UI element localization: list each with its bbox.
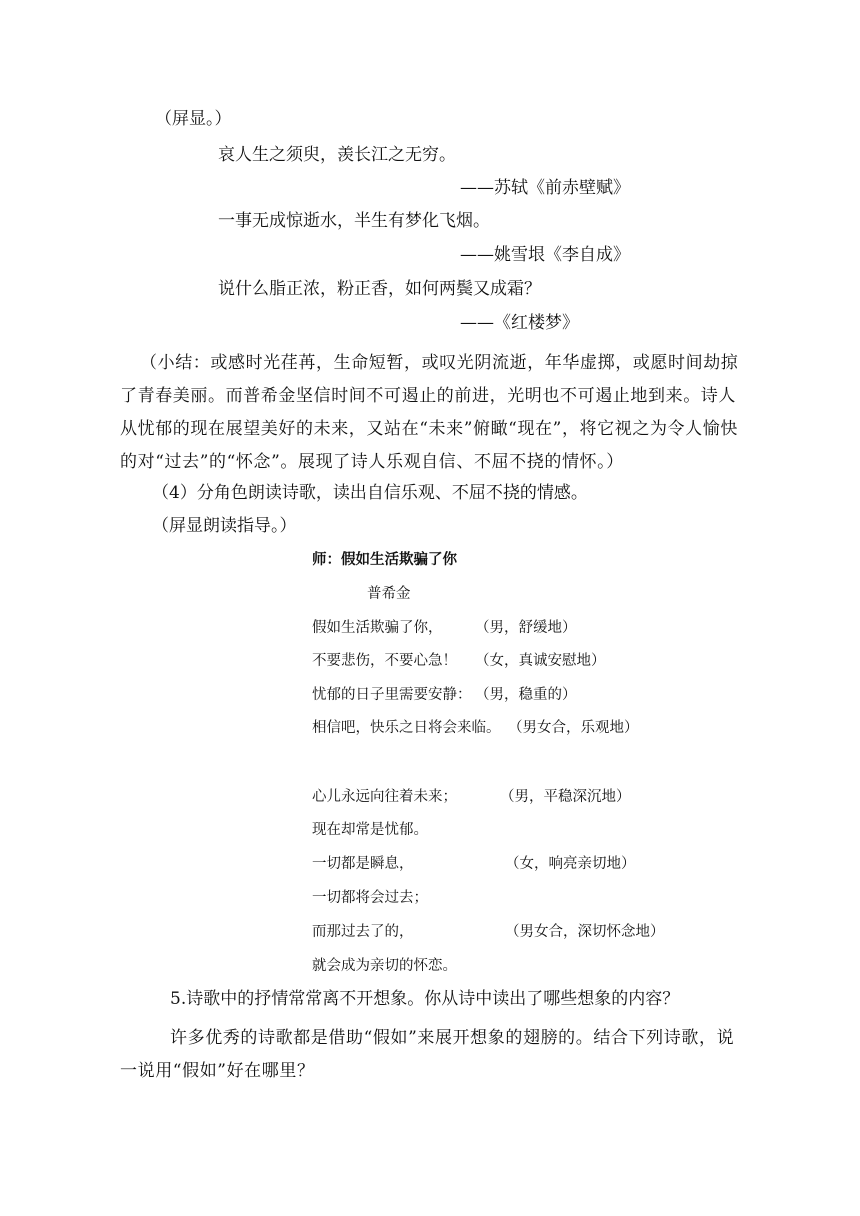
poem-line: 现在却常是忧郁。 — [312, 822, 428, 838]
question-5: 5.诗歌中的抒情常常离不开想象。你从诗中读出了哪些想象的内容？ — [170, 989, 680, 1009]
poem-line: 而那过去了的， — [312, 924, 414, 940]
poem-line-note: （男，稳重的） — [475, 687, 577, 703]
question-5-follow-up — [120, 1022, 740, 1088]
poem-line: 假如生活欺骗了你， — [312, 620, 443, 636]
poem-line: 就会成为亲切的怀恋。 — [312, 958, 457, 974]
poem-line: 不要悲伤，不要心急！ — [312, 653, 457, 669]
poem-title-prefix: 师： — [312, 551, 341, 568]
quote-3-source: ——《红楼梦》 — [460, 313, 579, 333]
poem-line: 相信吧，快乐之日将会来临。 — [312, 720, 501, 736]
poem-line: 一切都是瞬息， — [312, 856, 414, 872]
poem-line-note: （女，真诚安慰地） — [475, 653, 606, 669]
poem-line: 一切都将会过去； — [312, 890, 428, 906]
poem-line: 忧郁的日子里需要安静： — [312, 687, 472, 703]
question-5-follow-text: 许多优秀的诗歌都是借助“假如”来展开想象的翅膀的。结合下列诗歌，说一说用“假如”好在哪里？ — [120, 1028, 735, 1081]
step-4-instruction: （4）分角色朗读诗歌，读出自信乐观、不屈不挠的情感。 — [152, 483, 588, 503]
intro-note: （屏显。） — [155, 109, 232, 129]
guide-note: （屏显朗读指导。） — [152, 516, 297, 536]
quote-2-source: ——姚雪垠《李自成》 — [460, 245, 630, 265]
summary-paragraph — [120, 347, 740, 479]
quote-1-text: 哀人生之须臾，羡长江之无穷。 — [218, 145, 456, 165]
summary-text: （小结：或感时光荏苒，生命短暂，或叹光阴流逝，年华虚掷，或愿时间劫掠了青春美丽。而普希金坚信时间不可遏止的前进，光明也不可遏止地到来。诗人从忧郁的现在展望美好的未来，又站在“未来”俯瞰“现在”，将它视之为令人愉快的对“过去”的“怀念”。展现了诗人乐观自信、不屈不挠的情怀。） — [120, 353, 739, 472]
quote-2-text: 一事无成惊逝水，半生有梦化飞烟。 — [218, 211, 490, 231]
poem-line-note: （男女合，深切怀念地） — [505, 924, 665, 940]
poem-author: 普希金 — [367, 586, 411, 602]
quote-1-source: ——苏轼《前赤壁赋》 — [460, 178, 630, 198]
poem-line-note: （女，响亮亲切地） — [505, 856, 636, 872]
poem-line: 心儿永远向往着未来； — [312, 789, 457, 805]
poem-title-text: 假如生活欺骗了你 — [341, 551, 457, 568]
poem-title — [312, 553, 457, 568]
poem-line-note: （男，平稳深沉地） — [500, 789, 631, 805]
poem-line-note: （男女合，乐观地） — [508, 720, 639, 736]
quote-3-text: 说什么脂正浓，粉正香，如何两鬓又成霜？ — [218, 279, 541, 299]
poem-line-note: （男，舒缓地） — [475, 620, 577, 636]
